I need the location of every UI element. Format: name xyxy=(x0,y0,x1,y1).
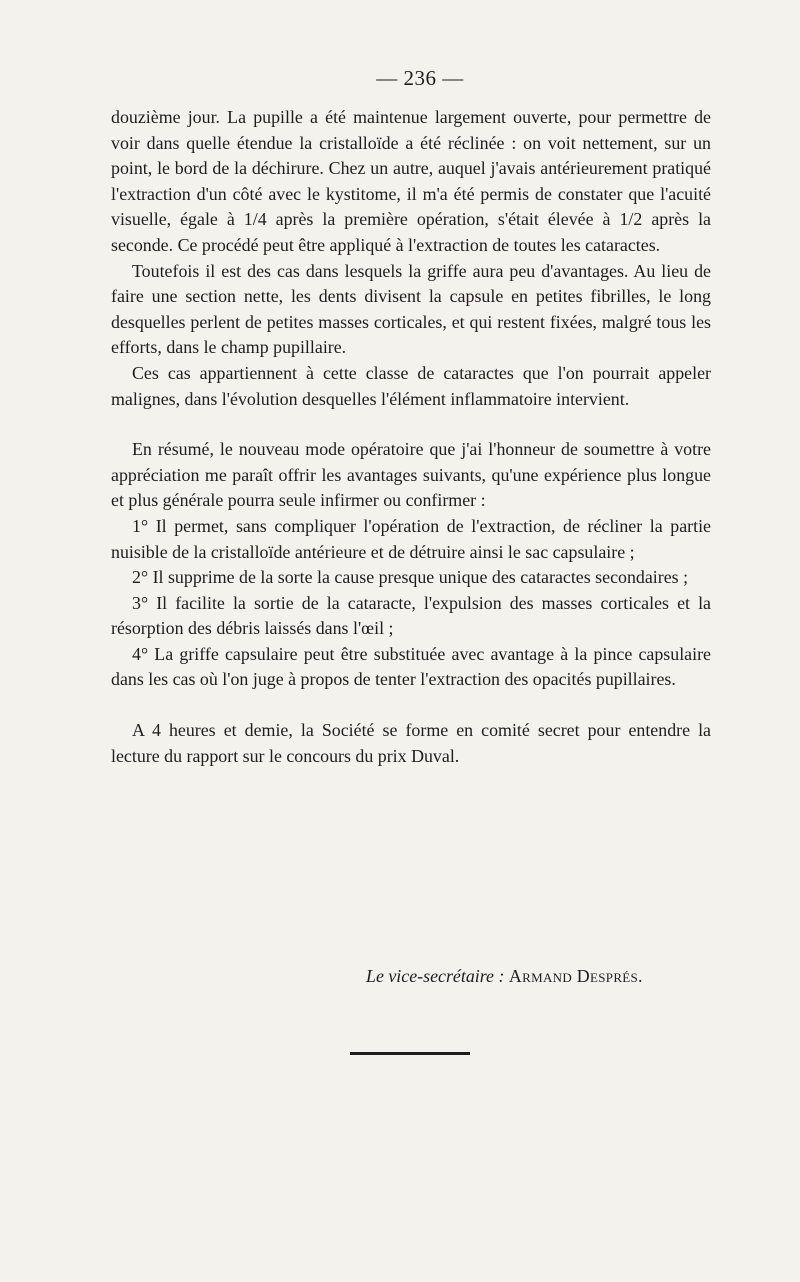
list-item-advantage-2: 2° Il supprime de la sorte la cause presque unique des cataractes secondaires ; xyxy=(132,567,689,588)
end-rule-divider xyxy=(350,1052,470,1055)
page-number: — 236 — xyxy=(376,66,464,90)
signature-name: Armand Després. xyxy=(508,966,643,986)
paragraph-griffe-disadvantages: Toutefois il est des cas dans lesquels la griffe aura peu d'avantages. Au lieu de faire une section nette, les dents divisent la capsule en petites fibrilles, le long desquelles perlent de petites masses corticales, et qui restent fixées, malgré tous les efforts, dans le champ pupillaire. xyxy=(111,260,711,358)
signature-label: Le vice-secrétaire : xyxy=(366,966,505,986)
paragraph-secret-committee: A 4 heures et demie, la Société se forme en comité secret pour entendre la lecture du rapport sur le concours du prix Duval. xyxy=(111,720,711,766)
list-item-advantage-4: 4° La griffe capsulaire peut être substituée avec avantage à la pince capsulaire dans les cas où l'on juge à propos de tenter l'extraction des opacités pupillaires. xyxy=(111,643,711,690)
list-item-advantage-1: 1° Il permet, sans compliquer l'opération de l'extraction, de récliner la partie nuisible de la cristalloïde antérieure et de détruire ainsi le sac capsulaire ; xyxy=(111,515,711,562)
paragraph-summary: En résumé, le nouveau mode opératoire que j'ai l'honneur de soumettre à votre appréciation me paraît offrir les avantages suivants, qu'une expérience plus longue et plus générale pourra seule infirmer ou confirmer : xyxy=(111,439,711,511)
paragraph-malignant-cataracts: Ces cas appartiennent à cette classe de cataractes que l'on pourrait appeler malignes, dans l'évolution desquelles l'élément inflammatoire intervient. xyxy=(111,362,711,409)
list-item-advantage-3: 3° Il facilite la sortie de la cataracte, l'expulsion des masses corticales et la résorption des débris laissés dans l'œil ; xyxy=(111,592,711,639)
paragraph-continuation: douzième jour. La pupille a été maintenue largement ouverte, pour permettre de voir dans quelle étendue la cristalloïde a été réclinée : on voit nettement, sur un point, le bord de la déchirure. Chez un autre, auquel j'avais antérieurement pratiqué l'extraction d'un côté avec le kystitome, il m'a été permis de constater que l'acuité visuelle, égale à 1/4 après la première opération, s'était élevée à 1/2 après la seconde. Ce procédé peut être appliqué à l'extraction de toutes les cataractes. xyxy=(111,107,711,255)
signature xyxy=(366,966,643,987)
body-text xyxy=(111,105,711,769)
